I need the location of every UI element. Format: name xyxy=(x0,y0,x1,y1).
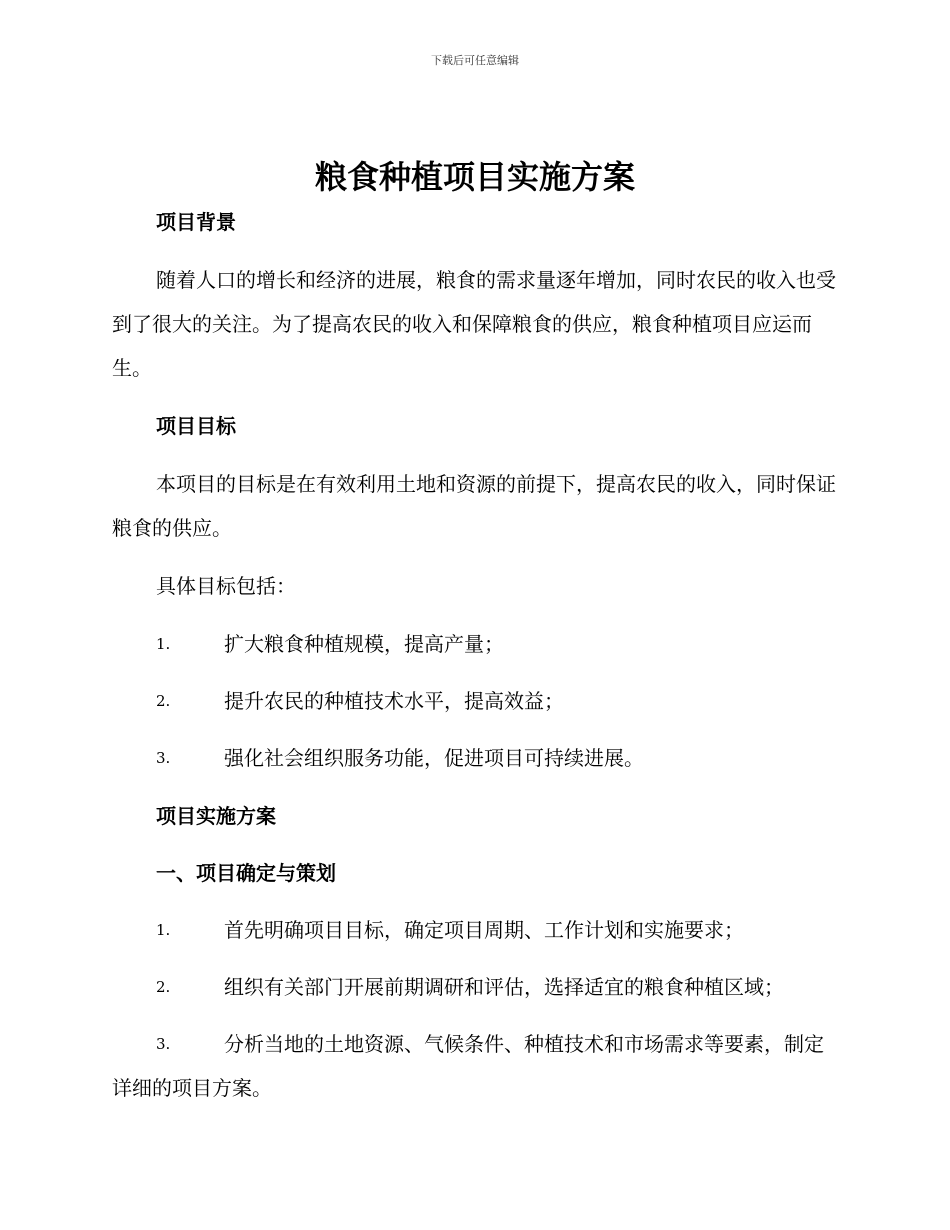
document-title: 粮食种植项目实施方案 xyxy=(314,158,635,196)
list-text: 首先明确项目目标，确定项目周期、工作计划和实施要求； xyxy=(224,918,744,942)
list-text: 扩大粮食种植规模，提高产量； xyxy=(224,632,504,656)
list-item xyxy=(112,679,838,723)
page-header-note: 下载后可任意编辑 xyxy=(431,54,519,67)
subsection-heading-planning: 一、项目确定与策划 xyxy=(156,861,336,885)
list-number: 3. xyxy=(156,749,171,767)
list-item xyxy=(112,965,838,1009)
section-heading-goals: 项目目标 xyxy=(156,414,236,438)
list-number: 3. xyxy=(156,1035,171,1053)
list-text: 组织有关部门开展前期调研和评估，选择适宜的粮食种植区域； xyxy=(224,975,784,999)
list-number: 1. xyxy=(156,635,171,653)
list-item xyxy=(112,622,838,666)
list-text: 分析当地的土地资源、气候条件、种植技术和市场需求等要素，制定详细的项目方案。 xyxy=(112,1032,824,1100)
list-item xyxy=(112,908,838,952)
list-item xyxy=(112,736,838,780)
goals-list-intro: 具体目标包括： xyxy=(156,574,296,598)
list-number: 2. xyxy=(156,692,171,710)
list-number: 2. xyxy=(156,978,171,996)
section-heading-plan: 项目实施方案 xyxy=(156,804,276,828)
list-text: 提升农民的种植技术水平，提高效益； xyxy=(224,689,564,713)
paragraph-background: 随着人口的增长和经济的进展，粮食的需求量逐年增加，同时农民的收入也受到了很大的关注。为了提高农民的收入和保障粮食的供应，粮食种植项目应运而生。 xyxy=(112,268,836,380)
list-text: 强化社会组织服务功能，促进项目可持续进展。 xyxy=(224,746,644,770)
section-heading-background: 项目背景 xyxy=(156,210,236,234)
paragraph-goals: 本项目的目标是在有效利用土地和资源的前提下，提高农民的收入，同时保证粮食的供应。 xyxy=(112,472,836,540)
list-item xyxy=(112,1022,838,1110)
list-number: 1. xyxy=(156,921,171,939)
